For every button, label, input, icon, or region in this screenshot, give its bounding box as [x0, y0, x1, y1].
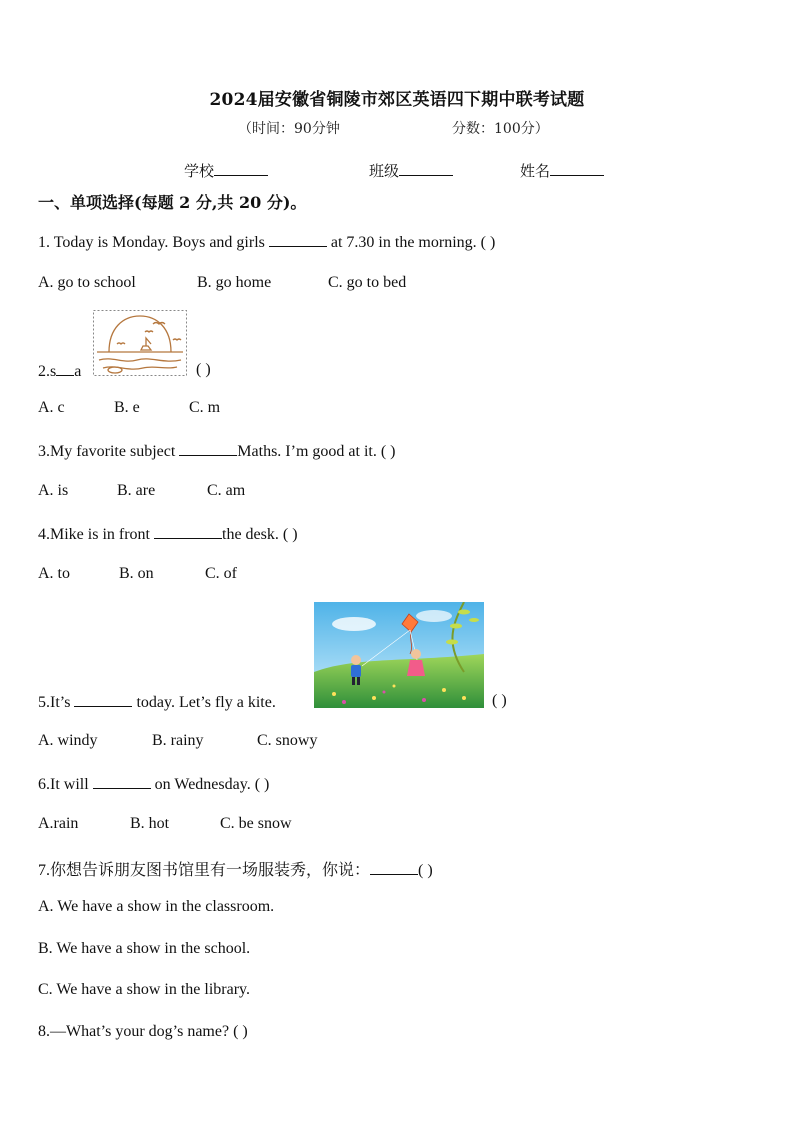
kite-flying-image [314, 602, 484, 708]
option-c[interactable]: C. go to bed [328, 274, 407, 291]
question-5: 5.It’s today. Let’s fly a kite. [38, 694, 276, 711]
option-b[interactable]: B. hot [130, 815, 170, 832]
question-1: 1. Today is Monday. Boys and girls at 7.30 in the morning. ( ) [38, 234, 496, 251]
question-2-paren: ( ) [196, 361, 211, 378]
option-b[interactable]: B. go home [197, 274, 272, 291]
option-7c[interactable]: C. We have a show in the library. [38, 981, 250, 998]
option-c[interactable]: C. snowy [257, 732, 318, 749]
option-c[interactable]: C. m [189, 399, 221, 416]
option-a[interactable]: A.rain [38, 815, 79, 832]
option-7b[interactable]: B. We have a show in the school. [38, 940, 251, 957]
question-8: 8.—What’s your dog’s name? ( ) [38, 1023, 248, 1040]
class-label: 班级 [369, 162, 400, 180]
answer-blank[interactable] [56, 361, 74, 376]
option-b[interactable]: B. e [114, 399, 140, 416]
question-5-paren: ( ) [492, 692, 507, 709]
option-c[interactable]: C. of [205, 565, 237, 582]
option-b[interactable]: B. are [117, 482, 156, 499]
answer-blank[interactable] [269, 232, 327, 247]
answer-blank[interactable] [93, 774, 151, 789]
answer-blank[interactable] [74, 692, 132, 707]
sunset-sea-image [93, 310, 187, 376]
question-6: 6.It will on Wednesday. ( ) [38, 776, 270, 793]
question-2: 2.s a [38, 363, 82, 380]
class-blank[interactable] [399, 161, 453, 176]
school-field [184, 160, 268, 181]
answer-blank[interactable] [179, 441, 237, 456]
option-a[interactable]: A. go to school [38, 274, 136, 291]
option-a[interactable]: A. c [38, 399, 65, 416]
class-field [369, 160, 453, 181]
option-c[interactable]: C. be snow [220, 815, 292, 832]
question-4: 4.Mike is in front the desk. ( ) [38, 526, 298, 543]
option-b[interactable]: B. rainy [152, 732, 204, 749]
name-field [520, 160, 604, 181]
answer-blank[interactable] [370, 860, 418, 875]
option-a[interactable]: A. is [38, 482, 69, 499]
school-blank[interactable] [214, 161, 268, 176]
question-7: 7.你想告诉朋友图书馆里有一场服装秀，你说： ( ) [38, 862, 433, 879]
option-7a[interactable]: A. We have a show in the classroom. [38, 898, 275, 915]
exam-score: 分数：100分） [452, 121, 549, 137]
exam-time: （时间：90分钟 [238, 121, 340, 137]
answer-blank[interactable] [154, 524, 222, 539]
name-label: 姓名 [520, 162, 551, 180]
option-a[interactable]: A. windy [38, 732, 98, 749]
school-label: 学校 [184, 162, 215, 180]
section-title: 一、单项选择(每题 2 分,共 20 分)。 [38, 193, 307, 212]
option-b[interactable]: B. on [119, 565, 154, 582]
name-blank[interactable] [550, 161, 604, 176]
question-3: 3.My favorite subject Maths. I’m good at it. ( ) [38, 443, 396, 460]
option-a[interactable]: A. to [38, 565, 70, 582]
exam-title: 2024届安徽省铜陵市郊区英语四下期中联考试题 [209, 90, 585, 110]
option-c[interactable]: C. am [207, 482, 246, 499]
